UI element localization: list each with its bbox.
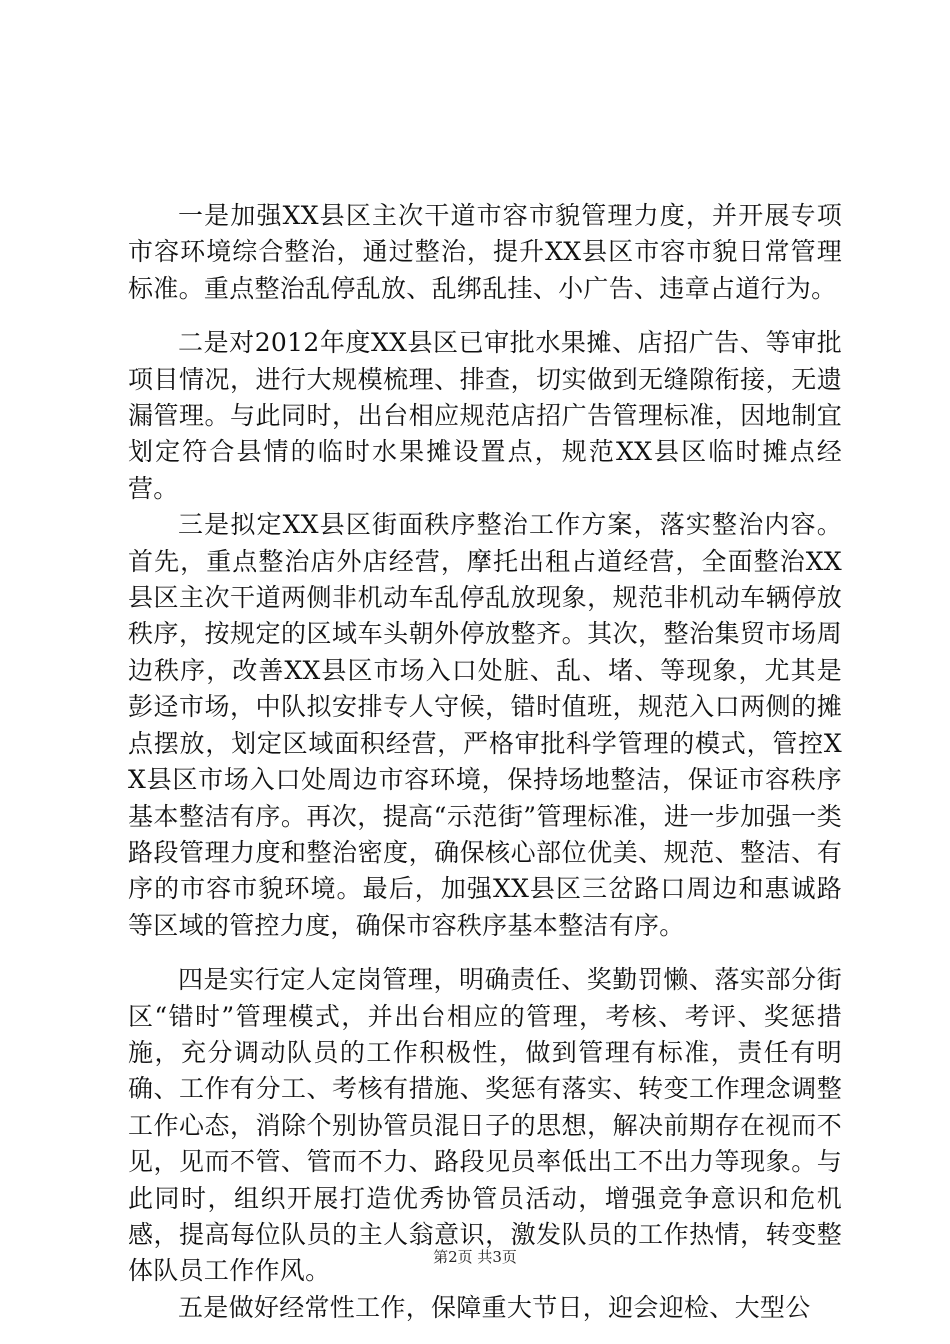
paragraph-1: 一是加强XX县区主次干道市容市貌管理力度，并开展专项市容环境综合整治，通过整治，提升XX县区市容市貌日常管理标准。重点整治乱停乱放、乱绑乱挂、小广告、违章占道行为。 xyxy=(128,201,842,303)
document-body xyxy=(128,198,842,1326)
paragraph-5: 五是做好经常性工作，保障重大节日，迎会迎检、大型公 xyxy=(178,1292,811,1322)
paragraph-3: 三是拟定XX县区街面秩序整治工作方案，落实整治内容。首先，重点整治店外店经营，摩托出租占道经营，全面整治XX县区主次干道两侧非机动车乱停乱放现象，规范非机动车辆停放秩序，按规定的区域车头朝外停放整齐。其次，整治集贸市场周边秩序，改善XX县区市场入口处脏、乱、堵、等现象，尤其是彭迳市场，中队拟安排专人守候，错时值班，规范入口两侧的摊点摆放，划定区域面积经营，严格审批科学管理的模式，管控XX县区市场入口处周边市容环境，保持场地整洁，保证市容秩序基本整洁有序。再次，提高“示范街”管理标准，进一步加强一类路段管理力度和整治密度，确保核心部位优美、规范、整洁、有序的市容市貌环境。最后，加强XX县区三岔路口周边和惠诚路等区域的管控力度，确保市容秩序基本整洁有序。 xyxy=(128,510,842,940)
paragraph-4: 四是实行定人定岗管理，明确责任、奖勤罚懒、落实部分街区“错时”管理模式，并出台相应的管理，考核、考评、奖惩措施，充分调动队员的工作积极性，做到管理有标准，责任有明确、工作有分工、考核有措施、奖惩有落实、转变工作理念调整工作心态，消除个别协管员混日子的思想，解决前期存在视而不见，见而不管、管而不力、路段见员率低出工不出力等现象。与此同时，组织开展打造优秀协管员活动，增强竞争意识和危机感，提高每位队员的主人翁意识，激发队员的工作热情，转变整体队员工作作风。 xyxy=(128,965,842,1286)
page-number-footer: 第2页 共3页 xyxy=(433,1248,517,1266)
paragraph-2: 二是对2012年度XX县区已审批水果摊、店招广告、等审批项目情况，进行大规模梳理、排查，切实做到无缝隙衔接，无遗漏管理。与此同时，出台相应规范店招广告管理标准，因地制宜划定符合县情的临时水果摊设置点，规范XX县区临时摊点经营。 xyxy=(128,328,842,503)
